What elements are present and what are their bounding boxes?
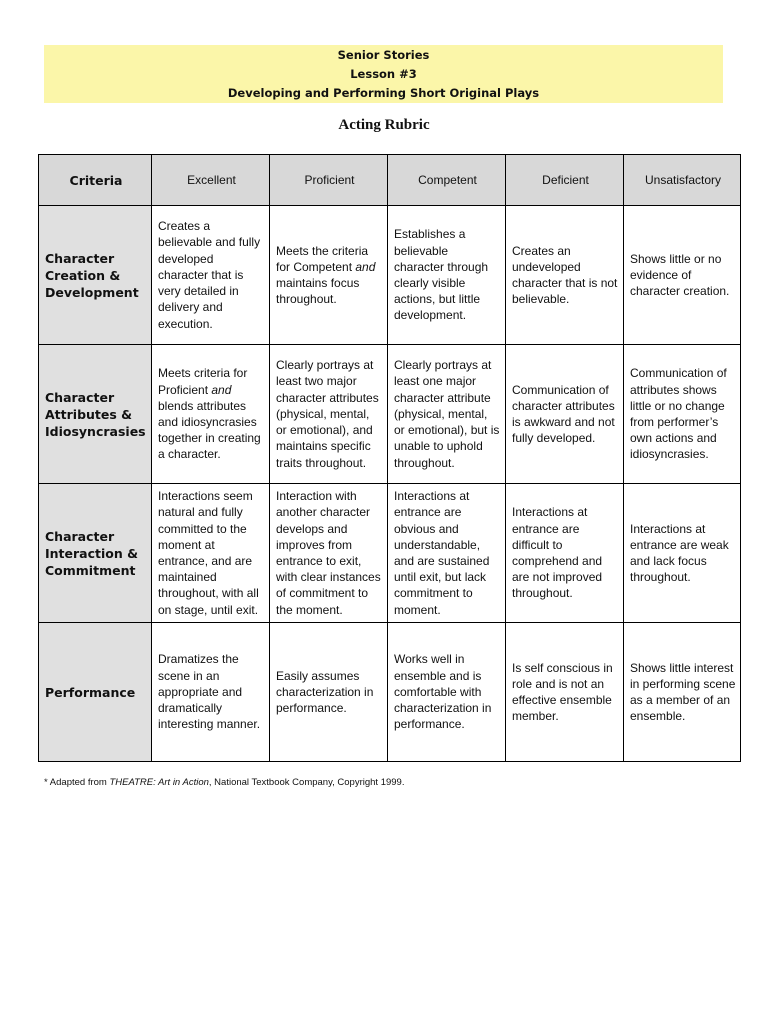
unsatisfactory-cell: Communication of attributes shows little or no change from performer’s own actions and idiosyncrasies.: [624, 345, 741, 484]
excellent-cell: Creates a believable and fully developed character that is very detailed in delivery and execution.: [152, 206, 270, 345]
unsatisfactory-cell: Interactions at entrance are weak and lack focus throughout.: [624, 484, 741, 623]
cell-text: Meets the criteria for Competent: [276, 243, 369, 274]
footnote-text: * Adapted from: [44, 777, 110, 788]
unsatisfactory-cell: Shows little or no evidence of character creation.: [624, 206, 741, 345]
cell-emphasis: and: [355, 259, 376, 274]
competent-cell: Interactions at entrance are obvious and understandable, and are sustained until exit, but lack commitment to moment.: [388, 484, 506, 623]
cell-text: blends attributes and idiosyncrasies together in creating a character.: [158, 398, 261, 462]
table-header-row: [39, 155, 741, 206]
header-excellent: Excellent: [152, 155, 270, 206]
acting-rubric-table: [38, 154, 741, 762]
proficient-cell: [270, 206, 388, 345]
proficient-cell: Clearly portrays at least two major character attributes (physical, mental, or emotional), and maintains specific traits throughout.: [270, 345, 388, 484]
footnote-book-title: THEATRE: Art in Action: [109, 777, 209, 788]
banner-series-title: Senior Stories: [337, 47, 430, 62]
excellent-cell: [152, 345, 270, 484]
source-footnote: [44, 777, 404, 788]
competent-cell: Works well in ensemble and is comfortable with characterization in performance.: [388, 623, 506, 762]
table-row: [39, 484, 741, 623]
table-row: [39, 623, 741, 762]
cell-text: maintains focus throughout.: [276, 276, 360, 307]
competent-cell: Clearly portrays at least one major character attribute (physical, mental, or emotional), but is unable to uphold throughout.: [388, 345, 506, 484]
banner-lesson-number: Lesson #3: [350, 66, 417, 81]
criteria-cell: Character Attributes & Idiosyncrasies: [39, 345, 152, 484]
excellent-cell: Dramatizes the scene in an appropriate and dramatically interesting manner.: [152, 623, 270, 762]
cell-emphasis: and: [211, 382, 232, 397]
deficient-cell: Creates an undeveloped character that is not believable.: [506, 206, 624, 345]
lesson-banner: [44, 45, 723, 103]
table-row: [39, 345, 741, 484]
header-proficient: Proficient: [270, 155, 388, 206]
competent-cell: Establishes a believable character through clearly visible actions, but little development.: [388, 206, 506, 345]
header-unsatisfactory: Unsatisfactory: [624, 155, 741, 206]
proficient-cell: Interaction with another character develops and improves from entrance to exit, with clear instances of commitment to the moment.: [270, 484, 388, 623]
footnote-text: , National Textbook Company, Copyright 1999.: [208, 777, 405, 788]
header-deficient: Deficient: [506, 155, 624, 206]
table-row: [39, 206, 741, 345]
unsatisfactory-cell: Shows little interest in performing scene as a member of an ensemble.: [624, 623, 741, 762]
rubric-title: Acting Rubric: [338, 117, 430, 133]
excellent-cell: Interactions seem natural and fully committed to the moment at entrance, and are maintained throughout, with all on stage, until exit.: [152, 484, 270, 623]
criteria-cell: Character Interaction & Commitment: [39, 484, 152, 623]
banner-lesson-title: Developing and Performing Short Original Plays: [227, 85, 540, 100]
header-competent: Competent: [388, 155, 506, 206]
deficient-cell: Interactions at entrance are difficult to comprehend and are not improved throughout.: [506, 484, 624, 623]
cell-text: Meets criteria for Proficient: [158, 366, 248, 397]
criteria-cell: Performance: [39, 623, 152, 762]
deficient-cell: Communication of character attributes is awkward and not fully developed.: [506, 345, 624, 484]
header-criteria: Criteria: [39, 155, 152, 206]
criteria-cell: Character Creation & Development: [39, 206, 152, 345]
deficient-cell: Is self conscious in role and is not an effective ensemble member.: [506, 623, 624, 762]
proficient-cell: Easily assumes characterization in performance.: [270, 623, 388, 762]
